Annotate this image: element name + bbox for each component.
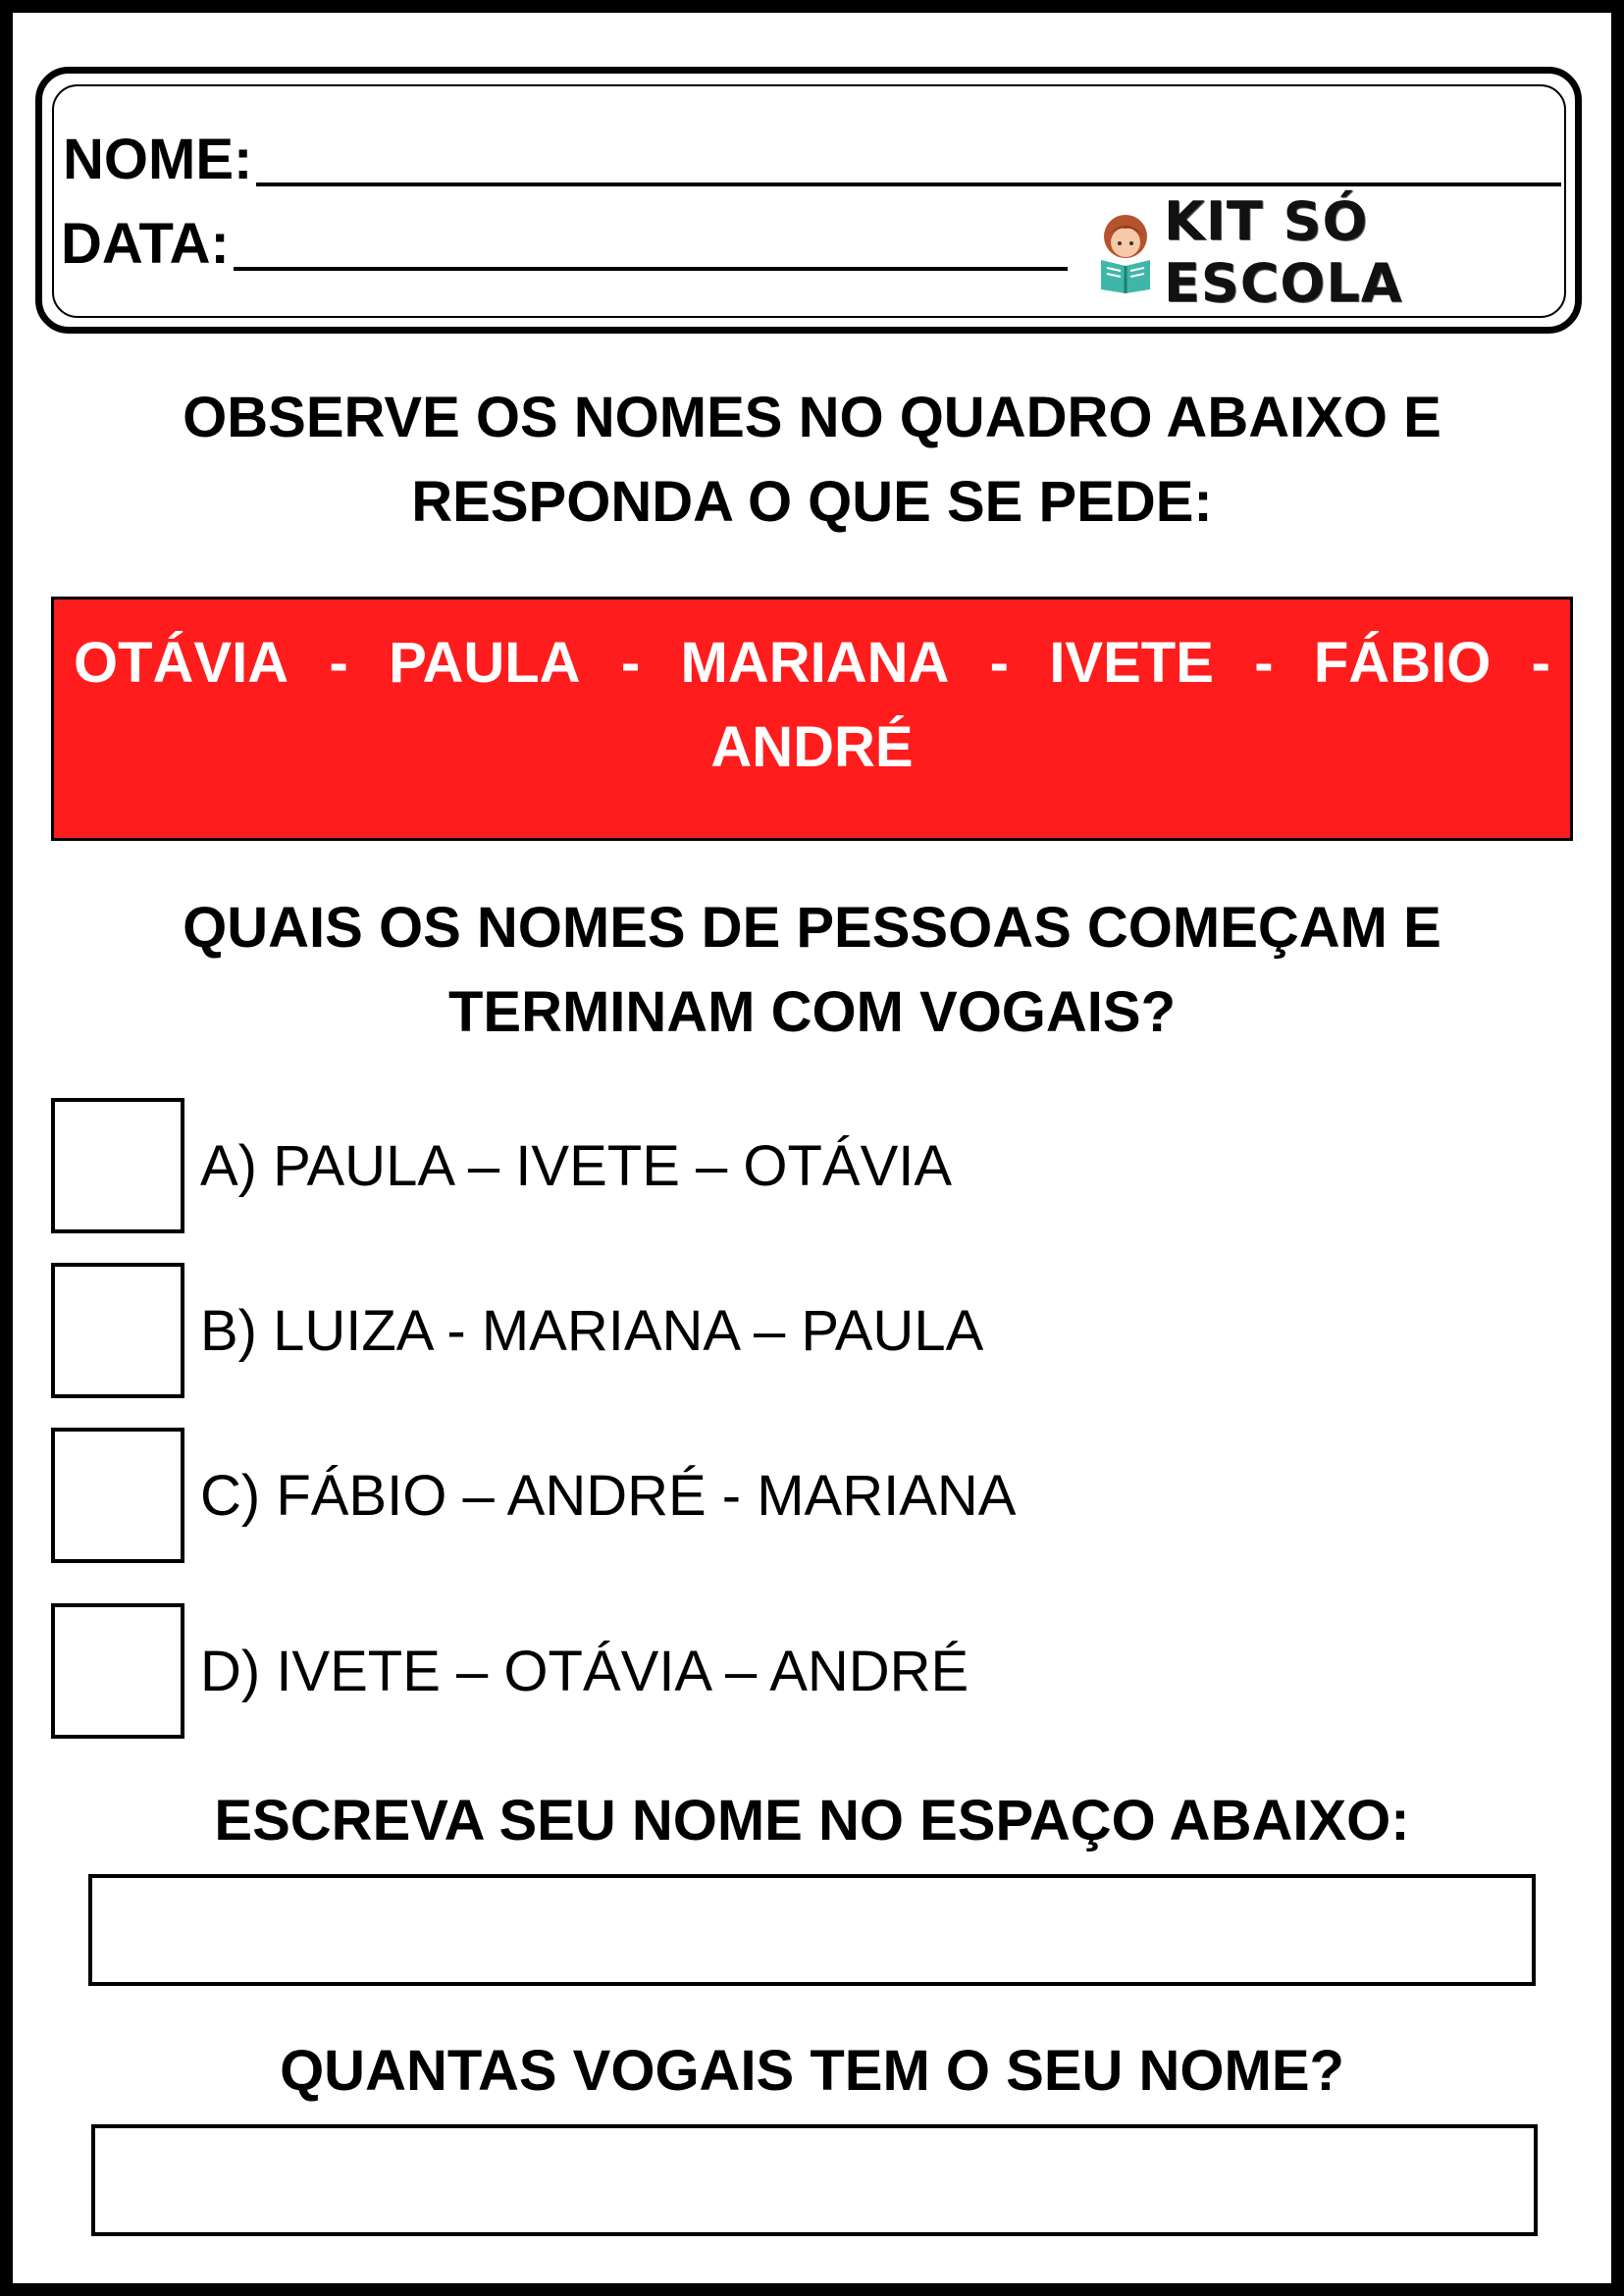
option-b[interactable] (51, 1262, 983, 1399)
name-item: OTÁVIA (74, 631, 289, 695)
question-3-heading: QUANTAS VOGAIS TEM O SEU NOME? (280, 2039, 1344, 2103)
name-line[interactable] (256, 183, 1561, 186)
question-1-line-2: TERMINAM COM VOGAIS? (447, 980, 1177, 1044)
names-box (51, 597, 1573, 841)
name-item: MARIANA (680, 631, 950, 695)
name-item: FÁBIO (1313, 631, 1492, 695)
vowel-count-answer-box[interactable] (91, 2124, 1538, 2236)
name-separator: - (1254, 631, 1274, 695)
girl-reading-book-icon (1093, 211, 1158, 293)
name-separator: - (1531, 631, 1550, 695)
name-item: PAULA (389, 631, 581, 695)
date-field[interactable] (61, 212, 1068, 276)
instruction-line-2: RESPONDA O QUE SE PEDE: (411, 470, 1213, 534)
name-separator: - (620, 631, 641, 695)
option-d-checkbox[interactable] (51, 1603, 184, 1739)
date-label: DATA: (61, 212, 230, 276)
option-a[interactable] (51, 1097, 952, 1234)
question-1-heading (39, 886, 1585, 1055)
option-a-checkbox[interactable] (51, 1098, 184, 1233)
date-line[interactable] (234, 267, 1068, 271)
instruction-line-1: OBSERVE OS NOMES NO QUADRO ABAIXO E (183, 386, 1441, 449)
name-field[interactable] (63, 128, 1561, 191)
name-answer-box[interactable] (88, 1874, 1536, 1986)
kit-so-escola-logo (1093, 190, 1554, 314)
name-separator: - (329, 631, 348, 695)
name-item: ANDRÉ (710, 715, 914, 779)
option-a-label: A) PAULA – IVETE – OTÁVIA (200, 1133, 953, 1198)
names-row-2 (74, 705, 1550, 790)
option-d-label: D) IVETE – OTÁVIA – ANDRÉ (200, 1639, 969, 1703)
instruction-heading (39, 376, 1585, 545)
option-d[interactable] (51, 1602, 969, 1740)
option-b-label: B) LUIZA - MARIANA – PAULA (200, 1298, 984, 1363)
question-2-heading: ESCREVA SEU NOME NO ESPAÇO ABAIXO: (214, 1789, 1410, 1852)
question-1-line-1: QUAIS OS NOMES DE PESSOAS COMEÇAM E (183, 896, 1441, 960)
name-label: NOME: (63, 128, 253, 191)
option-c-label: C) FÁBIO – ANDRÉ - MARIANA (200, 1463, 1017, 1528)
logo-text: KIT SÓ ESCOLA (1164, 190, 1403, 314)
name-separator: - (989, 631, 1009, 695)
option-c[interactable] (51, 1427, 1016, 1564)
option-b-checkbox[interactable] (51, 1263, 184, 1398)
names-row-1 (74, 621, 1550, 705)
name-item: IVETE (1049, 631, 1214, 695)
option-c-checkbox[interactable] (51, 1428, 184, 1563)
